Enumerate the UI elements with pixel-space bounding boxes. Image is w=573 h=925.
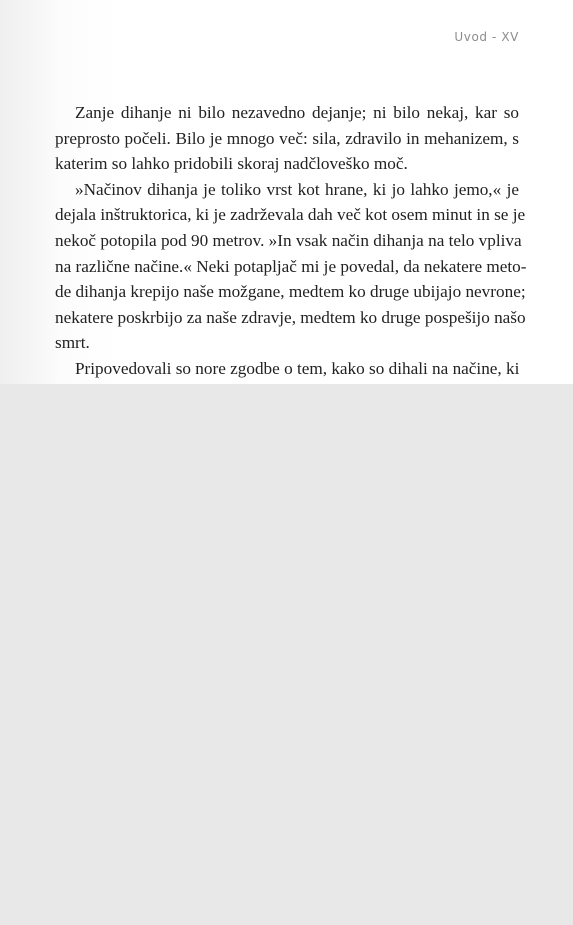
running-head: Uvod - XV [454, 30, 519, 44]
text-line: de dihanja krepijo naše možgane, medtem ko druge ubijajo nevrone; [55, 282, 526, 302]
text-line: dejala inštruktorica, ki je zadrževala dah več kot osem minut in se je [55, 205, 526, 225]
body-text [55, 100, 527, 382]
text-line: preprosto počeli. Bilo je mnogo več: sila, zdravilo in mehanizem, s [55, 128, 519, 148]
text-line: Zanje dihanje ni bilo nezavedno dejanje; ni bilo nekaj, kar so [75, 103, 519, 122]
cut-line-text [55, 381, 354, 382]
book-page [0, 0, 573, 384]
text-line: Pripovedovali so nore zgodbe o tem, kako so dihali na načine, ki [75, 358, 520, 378]
text-line: nekatere poskrbijo za naše zdravje, medtem ko druge pospešijo našo [55, 307, 526, 327]
text-line: nekoč potopila pod 90 metrov. »In vsak način dihanja na telo vpliva [55, 230, 522, 250]
text-line: katerim so lahko pridobili skoraj nadčloveško moč. [55, 154, 408, 174]
viewer-background [0, 384, 573, 925]
text-line: smrt. [55, 333, 90, 353]
text-line: na različne načine.« Neki potapljač mi je povedal, da nekatere meto- [55, 256, 527, 276]
text-line: »Načinov dihanja je toliko vrst kot hrane, ki jo lahko jemo,« je [75, 179, 519, 199]
